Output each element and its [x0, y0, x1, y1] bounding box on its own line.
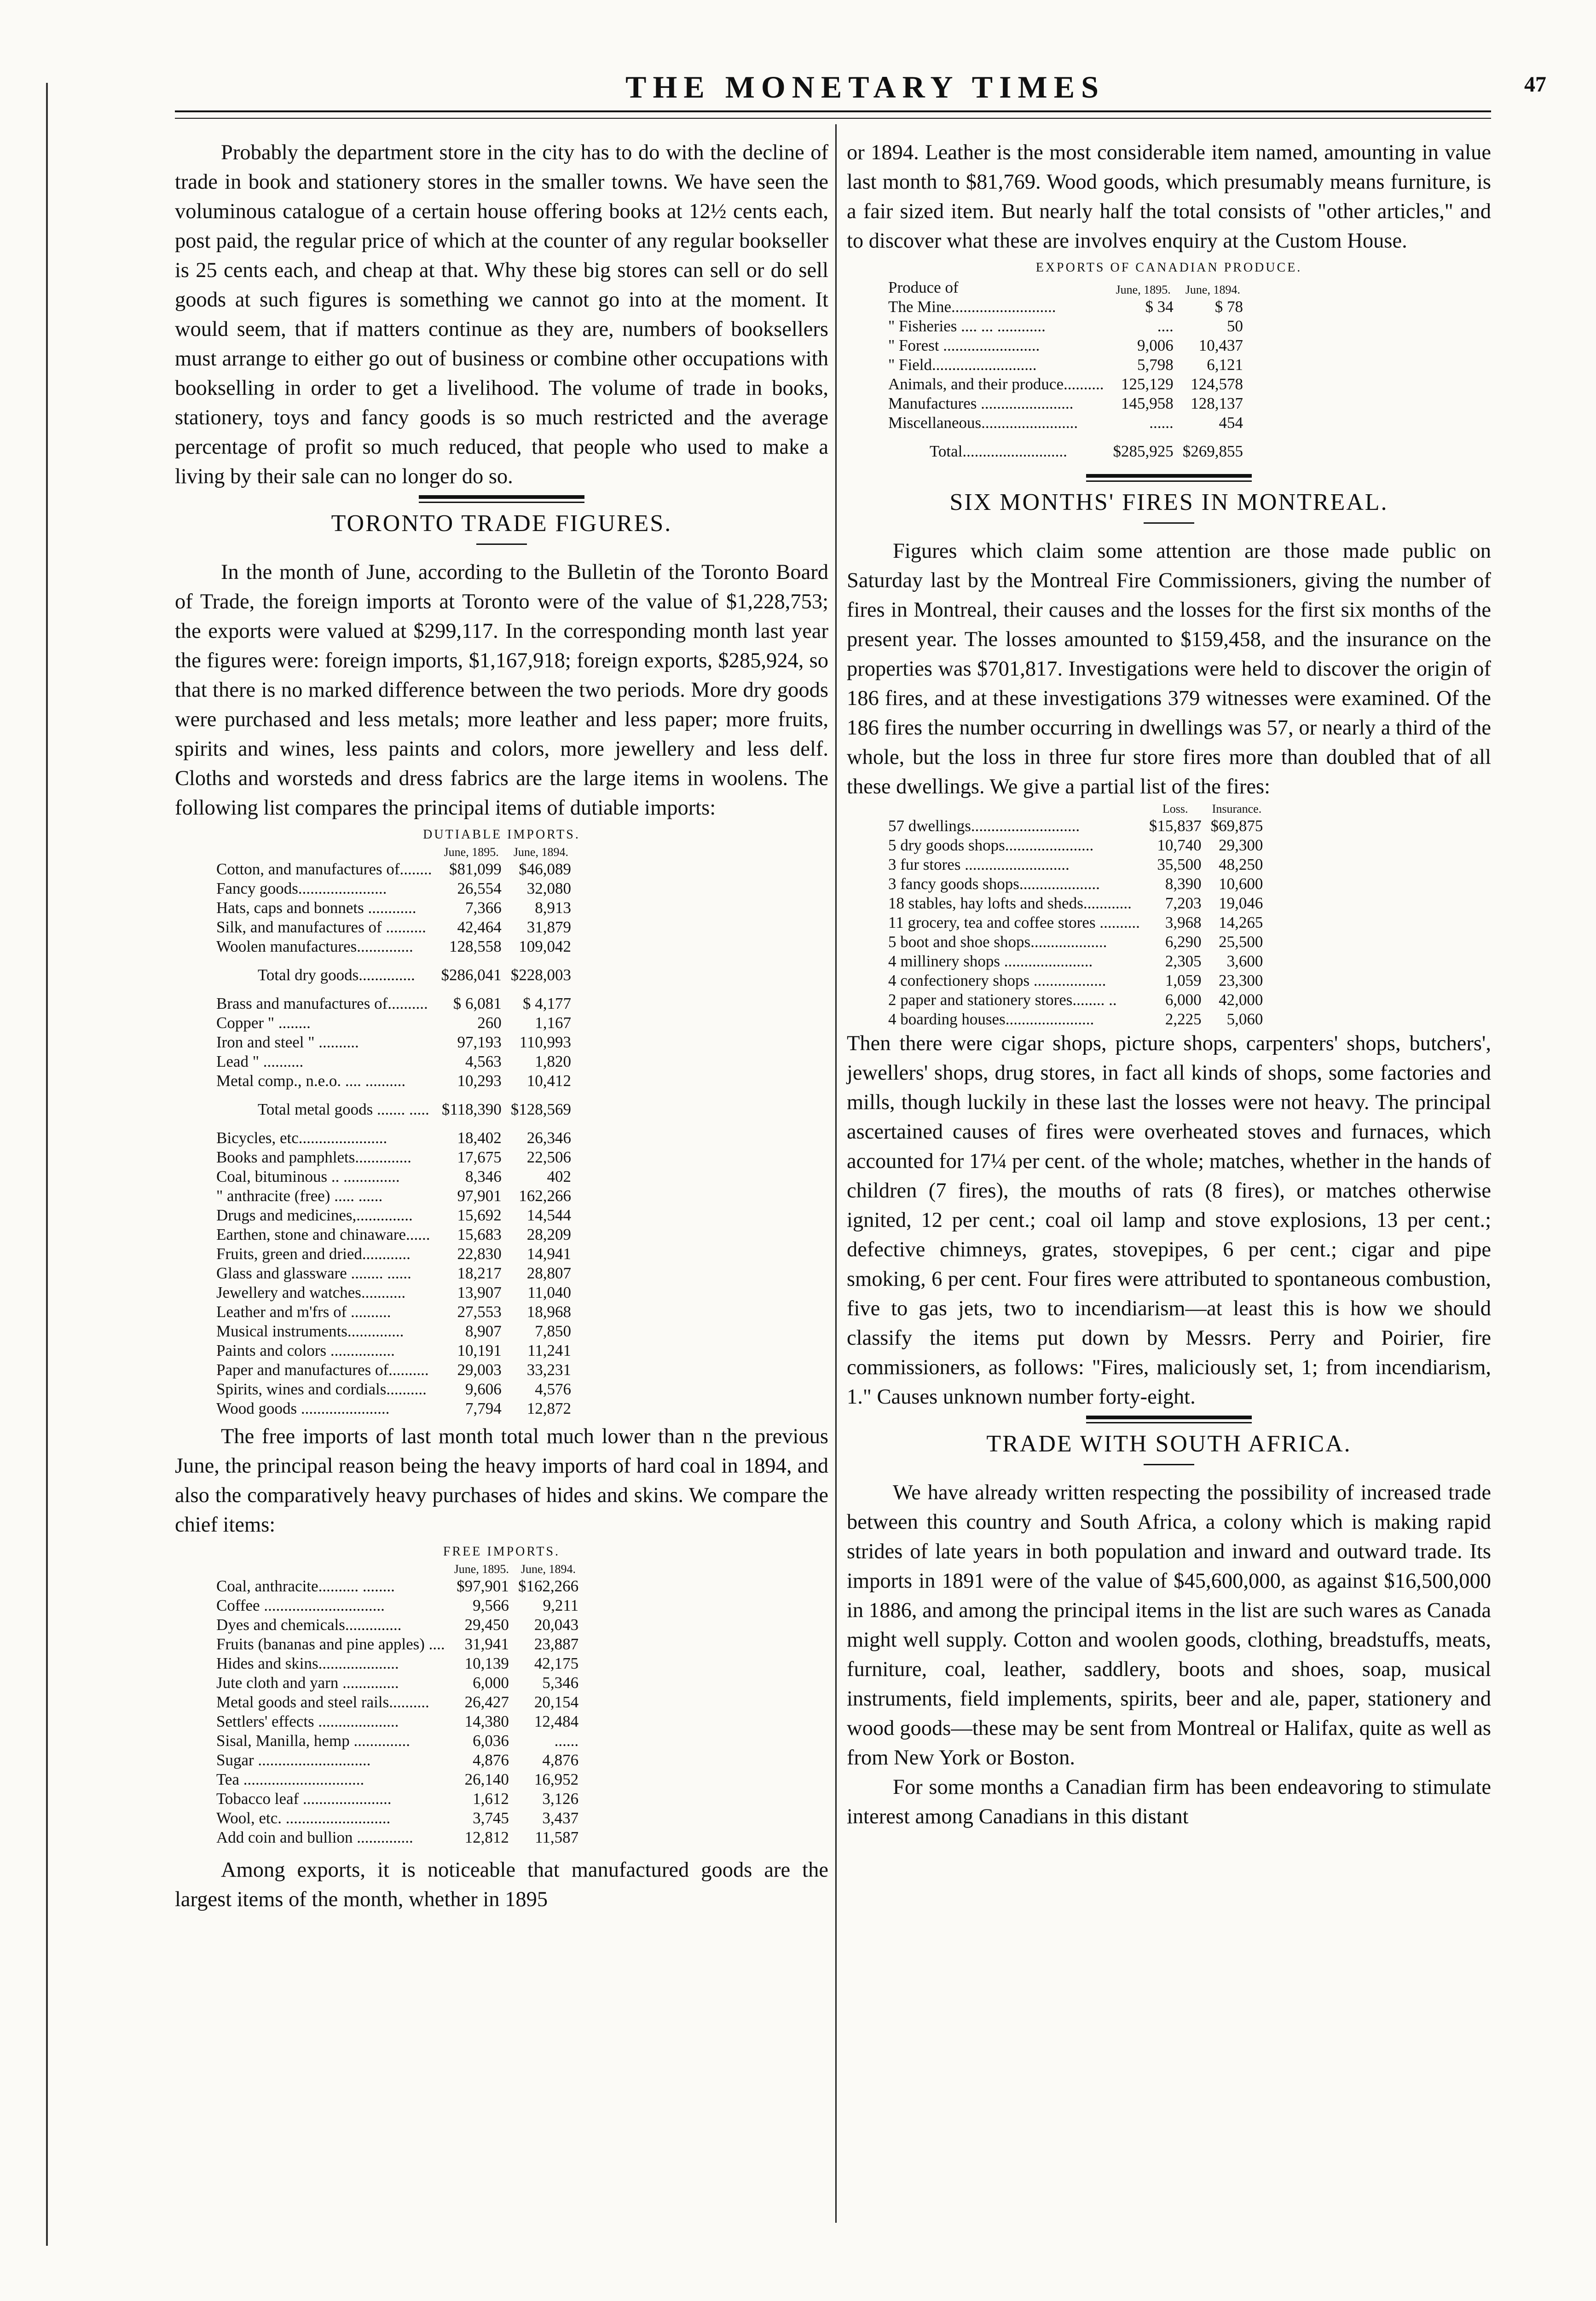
- table-row: [216, 1577, 578, 1596]
- table-row: [888, 874, 1263, 894]
- row-label: Books and pamphlets..............: [216, 1148, 411, 1166]
- row-value: 42,000: [1219, 991, 1263, 1009]
- row-value: 1,059: [1165, 971, 1202, 989]
- page-header: [175, 69, 1556, 110]
- row-label: Coal, anthracite.......... ........: [216, 1577, 395, 1595]
- table-row: [216, 1635, 578, 1654]
- column-header-june-1894: June, 1894.: [513, 845, 568, 859]
- table-row: [888, 952, 1263, 971]
- table-row: [216, 898, 571, 918]
- heading-underline: [1144, 1464, 1194, 1465]
- row-value: 22,830: [457, 1245, 502, 1263]
- column-header-june-1895: June, 1895.: [444, 845, 499, 859]
- row-label: Drugs and medicines,..............: [216, 1206, 413, 1224]
- column-divider: [835, 124, 837, 2223]
- row-value: 23,300: [1219, 971, 1263, 989]
- article-bookstores-paragraph: Probably the department store in the city has to do with the decline of trade in book and stationery stores in the smaller towns. We have seen the voluminous catalogue of a certain house offering books at 12½ cents each, post paid, the regular price of which at the counter of any regular bookseller is 25 cents each, and cheap at that. Why these big stores can sell or do sell goods at such figures is something we cannot go into at the moment. It would seem, that if matters continue as they are, numbers of booksellers must arrange to either go out of business or combine other occupations with bookselling in order to get a livelihood. The volume of trade in books, stationery, toys and fancy goods is so much restricted and the average percentage of profit so much reduced, that people who used to make a living by their sale can no longer do so.: [175, 141, 828, 488]
- table-row: [888, 375, 1243, 394]
- row-value: 97,193: [457, 1033, 502, 1051]
- free-imports-title: FREE IMPORTS.: [443, 1544, 561, 1559]
- row-value: 16,952: [534, 1770, 579, 1788]
- row-label: Spirits, wines and cordials..........: [216, 1380, 427, 1398]
- row-value: 2,225: [1165, 1010, 1202, 1028]
- row-value: 6,290: [1165, 933, 1202, 951]
- row-label: Tobacco leaf ......................: [216, 1790, 392, 1808]
- table-row: [888, 855, 1263, 874]
- row-value: 7,850: [535, 1322, 572, 1340]
- row-label: Metal goods and steel rails..........: [216, 1693, 429, 1711]
- row-value: 42,175: [534, 1654, 579, 1672]
- row-label: Hides and skins....................: [216, 1654, 399, 1672]
- row-label: Fruits (bananas and pine apples) ....: [216, 1635, 445, 1653]
- row-value: 10,600: [1219, 875, 1263, 893]
- row-label: Bicycles, etc......................: [216, 1129, 387, 1147]
- row-value: 12,812: [464, 1828, 509, 1846]
- table-row: [888, 1010, 1263, 1029]
- total-value: $128,569: [510, 1100, 572, 1118]
- row-label: Paper and manufactures of..........: [216, 1361, 429, 1379]
- column-header-june-1894: June, 1894.: [1185, 283, 1240, 296]
- free-imports-table: [216, 1562, 578, 1847]
- row-value: 20,154: [534, 1693, 579, 1711]
- row-value: 12,484: [534, 1712, 579, 1730]
- row-value: 26,554: [457, 879, 502, 897]
- row-value: 29,300: [1219, 836, 1263, 854]
- table-row: [216, 1789, 578, 1809]
- section-separator: [1086, 474, 1252, 482]
- row-value: 19,046: [1219, 894, 1263, 912]
- row-value: 110,993: [519, 1033, 572, 1051]
- row-label: " anthracite (free) ..... ......: [216, 1187, 383, 1205]
- row-value: 128,137: [1191, 394, 1243, 412]
- table-row: [888, 317, 1243, 336]
- table-row: [216, 1283, 571, 1302]
- row-value: 10,437: [1198, 336, 1243, 354]
- table-row: [216, 1013, 571, 1033]
- dutiable-imports-title: DUTIABLE IMPORTS.: [423, 827, 580, 842]
- row-value: $162,266: [518, 1577, 579, 1595]
- column-header-june-1895: June, 1895.: [1116, 283, 1171, 296]
- row-value: 12,872: [526, 1399, 572, 1417]
- row-label: Copper " ........: [216, 1014, 311, 1032]
- row-value: ......: [554, 1732, 579, 1750]
- table-row: [216, 1654, 578, 1673]
- total-value: $118,390: [441, 1100, 502, 1118]
- row-value: 14,941: [526, 1245, 572, 1263]
- masthead-title: THE MONETARY TIMES: [625, 69, 1105, 104]
- row-label: Earthen, stone and chinaware......: [216, 1226, 430, 1243]
- table-row: [216, 918, 571, 937]
- row-label: Sugar ............................: [216, 1751, 371, 1769]
- row-label: Sisal, Manilla, hemp ..............: [216, 1732, 410, 1750]
- row-value: 1,167: [535, 1014, 572, 1032]
- table-row: [888, 836, 1263, 855]
- row-label: 3 fancy goods shops....................: [888, 875, 1100, 893]
- row-value: 4,563: [465, 1052, 502, 1070]
- row-value: 50: [1227, 317, 1243, 335]
- row-value: 3,600: [1226, 952, 1263, 970]
- column-header-loss: Loss.: [1162, 802, 1188, 815]
- row-label: Leather and m'frs of ..........: [216, 1303, 391, 1321]
- row-value: 145,958: [1121, 394, 1174, 412]
- table-row: [216, 1302, 571, 1322]
- table-row: [888, 932, 1263, 952]
- heading-montreal-fires: SIX MONTHS' FIRES IN MONTREAL.: [949, 489, 1388, 515]
- row-label: Animals, and their produce..........: [888, 375, 1104, 393]
- heading-underline: [476, 543, 527, 545]
- south-africa-paragraph: We have already written respecting the possibility of increased trade between this country and South Africa, a colony which is making rapid strides of late years in both population and inward and outward trade. Its imports in 1891 were of the value of $45,600,000, as against $16,500,000 in 1886, and among the principal items in the list are such wares as Canada might well supply. Cotton and woolen goods, clothing, breadstuffs, meats, furniture, coal, leather, saddlery, boots and shoes, soap, musical instruments, field implements, spirits, beer and ale, paper, stationery and wood goods—these may be sent from Montreal or Halifax, quite as well as from New York or Boston.: [847, 1481, 1491, 1769]
- table-row: [216, 860, 571, 879]
- row-value: 9,211: [543, 1596, 579, 1614]
- row-value: 5,346: [542, 1674, 579, 1692]
- row-value: 6,000: [1165, 991, 1202, 1009]
- total-value: $285,925: [1113, 442, 1174, 460]
- total-row: [888, 433, 1243, 470]
- table-row: [216, 1052, 571, 1071]
- table-row: [216, 1770, 578, 1789]
- table-row: [216, 1264, 571, 1283]
- exports-paragraph: Among exports, it is noticeable that manufactured goods are the largest items of the month, whether in 1895: [175, 1858, 828, 1911]
- column-header-june-1895: June, 1895.: [454, 1562, 509, 1576]
- row-label: 5 boot and shoe shops...................: [888, 933, 1107, 951]
- row-value: 9,006: [1137, 336, 1174, 354]
- row-label: 2 paper and stationery stores........ ..: [888, 991, 1117, 1009]
- table-row: [216, 1731, 578, 1751]
- row-value: 10,293: [457, 1072, 502, 1090]
- row-value: ......: [1149, 414, 1174, 432]
- row-value: 29,003: [457, 1361, 502, 1379]
- section-separator: [1086, 1416, 1252, 1423]
- table-header-label: [216, 845, 432, 860]
- table-row: [216, 1615, 578, 1635]
- row-value: 9,566: [473, 1596, 509, 1614]
- table-row: [216, 1693, 578, 1712]
- row-value: 13,907: [457, 1283, 502, 1301]
- row-value: 125,129: [1121, 375, 1174, 393]
- header-rule-thick: [175, 110, 1491, 112]
- row-value: $69,875: [1210, 817, 1263, 835]
- row-label: Musical instruments..............: [216, 1322, 404, 1340]
- row-value: 15,692: [457, 1206, 502, 1224]
- row-value: $ 4,177: [523, 994, 572, 1012]
- row-value: $ 6,081: [453, 994, 502, 1012]
- row-label: " Forest ........................: [888, 336, 1040, 354]
- row-value: 11,241: [527, 1341, 572, 1359]
- row-label: Coffee ..............................: [216, 1596, 385, 1614]
- row-label: Silk, and manufactures of ..........: [216, 918, 426, 936]
- table-row: [216, 1828, 578, 1847]
- row-value: 9,606: [465, 1380, 502, 1398]
- page-edge-shadow: [46, 83, 48, 2246]
- table-row: [216, 994, 571, 1013]
- row-label: Manufactures .......................: [888, 394, 1074, 412]
- row-value: 11,587: [535, 1828, 579, 1846]
- row-value: 10,740: [1157, 836, 1202, 854]
- row-label: Tea ..............................: [216, 1770, 364, 1788]
- row-value: 8,346: [465, 1168, 502, 1185]
- exports-table: [888, 278, 1243, 470]
- row-value: 28,807: [526, 1264, 572, 1282]
- row-label: 5 dry goods shops......................: [888, 836, 1094, 854]
- total-label: Total metal goods ....... .....: [258, 1100, 429, 1118]
- row-value: 6,121: [1207, 356, 1243, 374]
- row-value: $ 78: [1214, 298, 1243, 316]
- table-row: [888, 413, 1243, 433]
- row-value: ....: [1157, 317, 1174, 335]
- column-header-insurance: Insurance.: [1212, 802, 1262, 815]
- table-row: [216, 1751, 578, 1770]
- row-label: Miscellaneous........................: [888, 414, 1078, 432]
- row-label: Lead " ..........: [216, 1052, 304, 1070]
- table-row: [888, 971, 1263, 990]
- row-label: 4 confectionery shops ..................: [888, 971, 1106, 989]
- row-value: 18,402: [457, 1129, 502, 1147]
- row-label: Dyes and chemicals..............: [216, 1616, 402, 1634]
- row-label: 57 dwellings...........................: [888, 817, 1080, 835]
- row-value: 11,040: [527, 1283, 572, 1301]
- exports-table-title: EXPORTS OF CANADIAN PRODUCE.: [1035, 260, 1302, 275]
- total-value: $228,003: [510, 966, 572, 984]
- row-label: Add coin and bullion ..............: [216, 1828, 413, 1846]
- table-header-label: [888, 802, 1140, 816]
- row-value: 26,427: [464, 1693, 509, 1711]
- row-value: 128,558: [449, 937, 502, 955]
- row-value: 15,683: [457, 1226, 502, 1243]
- row-value: 26,140: [464, 1770, 509, 1788]
- row-label: " Fisheries .... ... ............: [888, 317, 1046, 335]
- row-value: 14,380: [464, 1712, 509, 1730]
- table-row: [216, 1712, 578, 1731]
- row-label: Brass and manufactures of..........: [216, 994, 428, 1012]
- heading-underline: [1144, 522, 1194, 524]
- total-label: Total..........................: [930, 442, 1067, 460]
- row-label: 4 millinery shops ......................: [888, 952, 1093, 970]
- table-row: [216, 1380, 571, 1399]
- free-imports-paragraph: The free imports of last month total much lower than n the previous June, the principal reason being the heavy imports of hard coal in 1894, and also the comparatively heavy purchases of hides and skins. We compare the chief items:: [175, 1425, 828, 1537]
- table-row: [216, 1341, 571, 1360]
- row-label: Woolen manufactures..............: [216, 937, 413, 955]
- table-row: [216, 1206, 571, 1225]
- row-value: 23,887: [534, 1635, 579, 1653]
- row-label: Jute cloth and yarn ..............: [216, 1674, 399, 1692]
- table-row: [216, 1225, 571, 1244]
- table-row: [216, 1322, 571, 1341]
- column-header-june-1894: June, 1894.: [520, 1562, 576, 1576]
- row-value: 162,266: [519, 1187, 572, 1205]
- row-value: 35,500: [1157, 856, 1202, 873]
- row-value: 18,968: [526, 1303, 572, 1321]
- row-value: 4,876: [542, 1751, 579, 1769]
- heading-toronto-trade: TORONTO TRADE FIGURES.: [331, 510, 672, 537]
- table-row: [888, 990, 1263, 1010]
- dutiable-imports-table: [216, 845, 571, 1418]
- row-value: $81,099: [449, 860, 502, 878]
- row-value: 31,941: [464, 1635, 509, 1653]
- table-row: [216, 1809, 578, 1828]
- total-label: Total dry goods..............: [258, 966, 415, 984]
- fires-table: [888, 802, 1263, 1029]
- canadian-firm-paragraph: For some months a Canadian firm has been endeavoring to stimulate interest among Canadians in this distant: [847, 1775, 1491, 1828]
- row-value: 7,366: [465, 899, 502, 917]
- table-row: [888, 816, 1263, 836]
- row-value: 5,798: [1137, 356, 1174, 374]
- row-value: 25,500: [1219, 933, 1263, 951]
- table-row: [216, 937, 571, 956]
- row-value: 4,876: [473, 1751, 509, 1769]
- row-value: 3,437: [542, 1809, 579, 1827]
- row-value: 6,000: [473, 1674, 509, 1692]
- row-value: 42,464: [457, 918, 502, 936]
- total-row: [216, 956, 571, 994]
- table-row: [888, 913, 1263, 932]
- row-value: 31,879: [526, 918, 572, 936]
- row-value: 32,080: [526, 879, 572, 897]
- row-value: 8,913: [535, 899, 572, 917]
- row-value: $ 34: [1145, 298, 1174, 316]
- row-label: 4 boarding houses......................: [888, 1010, 1094, 1028]
- total-value: $269,855: [1182, 442, 1243, 460]
- row-value: 1,612: [473, 1790, 509, 1808]
- row-value: 10,139: [464, 1654, 509, 1672]
- row-value: 5,060: [1226, 1010, 1263, 1028]
- row-value: 3,126: [542, 1790, 579, 1808]
- row-value: 3,968: [1165, 913, 1202, 931]
- row-value: 6,036: [473, 1732, 509, 1750]
- row-label: Cotton, and manufactures of........: [216, 860, 432, 878]
- table-row: [216, 1360, 571, 1380]
- row-value: 27,553: [457, 1303, 502, 1321]
- row-value: 20,043: [534, 1616, 579, 1634]
- row-value: 10,412: [526, 1072, 572, 1090]
- row-label: Wood goods ......................: [216, 1399, 390, 1417]
- row-value: 8,907: [465, 1322, 502, 1340]
- total-value: $286,041: [441, 966, 502, 984]
- montreal-fires-paragraph: Figures which claim some attention are those made public on Saturday last by the Montreal Fire Commissioners, giving the number of fires in Montreal, their causes and the losses for the first six months of the present year. The losses amounted to $159,458, and the insurance on the properties was $701,817. Investigations were held to discover the origin of 186 fires, and at these investigations 379 witnesses were examined. Of the 186 fires the number occurring in dwellings was 57, or nearly a third of the whole, but the loss in three fur store fires more than doubled that of all these dwellings. We give a partial list of the fires:: [847, 539, 1491, 798]
- row-label: Iron and steel " ..........: [216, 1033, 359, 1051]
- total-row: [216, 1091, 571, 1128]
- table-row: [216, 879, 571, 898]
- table-row: [888, 894, 1263, 913]
- row-value: 260: [477, 1014, 502, 1032]
- row-value: 7,794: [465, 1399, 502, 1417]
- row-value: $46,089: [519, 860, 572, 878]
- row-value: 402: [547, 1168, 572, 1185]
- row-label: 18 stables, hay lofts and sheds............: [888, 894, 1132, 912]
- table-row: [216, 1033, 571, 1052]
- row-label: 3 fur stores ..........................: [888, 856, 1070, 873]
- row-value: 33,231: [526, 1361, 572, 1379]
- row-value: 10,191: [457, 1341, 502, 1359]
- table-row: [888, 394, 1243, 413]
- table-row: [216, 1186, 571, 1206]
- row-value: 29,450: [464, 1616, 509, 1634]
- row-label: " Field..........................: [888, 356, 1037, 374]
- row-label: Jewellery and watches...........: [216, 1283, 406, 1301]
- exports-head-label: Produce of: [888, 278, 959, 296]
- row-label: Glass and glassware ........ ......: [216, 1264, 411, 1282]
- row-value: $97,901: [457, 1577, 509, 1595]
- section-separator: [419, 495, 584, 503]
- toronto-trade-paragraph: In the month of June, according to the Bulletin of the Toronto Board of Trade, the foreign imports at Toronto were of the value of $1,228,753; the exports were valued at $299,117. In the corresponding month last year the figures were: foreign imports, $1,167,918; foreign exports, $285,924, so that there is no marked difference between the two periods. More dry goods were purchased and less metals; more leather and less paper; more fruits, spirits and wines, less paints and colors, more jewellery and less delf. Cloths and worsteds and dress fabrics are the large items in woolens. The following list compares the principal items of dutiable imports:: [175, 561, 828, 820]
- heading-south-africa: TRADE WITH SOUTH AFRICA.: [986, 1431, 1352, 1457]
- row-value: 17,675: [457, 1148, 502, 1166]
- row-label: Paints and colors ................: [216, 1341, 395, 1359]
- row-value: 97,901: [457, 1187, 502, 1205]
- row-value: 8,390: [1165, 875, 1202, 893]
- row-value: 3,745: [473, 1809, 509, 1827]
- row-value: 7,203: [1165, 894, 1202, 912]
- row-value: 1,820: [535, 1052, 572, 1070]
- row-label: The Mine..........................: [888, 298, 1056, 316]
- table-row: [216, 1071, 571, 1091]
- table-row: [888, 355, 1243, 375]
- table-row: [216, 1673, 578, 1693]
- table-row: [216, 1399, 571, 1418]
- row-value: 26,346: [526, 1129, 572, 1147]
- row-value: $15,837: [1149, 817, 1202, 835]
- row-value: 18,217: [457, 1264, 502, 1282]
- row-value: 48,250: [1219, 856, 1263, 873]
- row-value: 14,265: [1219, 913, 1263, 931]
- table-row: [888, 336, 1243, 355]
- table-row: [216, 1244, 571, 1264]
- row-value: 454: [1219, 414, 1243, 432]
- row-label: Coal, bituminous .. ..............: [216, 1168, 400, 1185]
- row-label: Settlers' effects ....................: [216, 1712, 399, 1730]
- fire-causes-paragraph: Then there were cigar shops, picture shops, carpenters' shops, butchers', jewellers' shops, drug stores, in fact all kinds of shops, some factories and mills, though luckily in these last the losses were not heavy. The principal ascertained causes of fires were overheated stoves and furnaces, which accounted for 17¼ per cent. of the whole; matches, whether in the hands of children (7 fires), the mouths of rats (8 fires), or matches otherwise ignited, 12 per cent.; coal oil lamp and stove explosions, 13 per cent.; defective chimneys, grates, stovepipes, 6 per cent.; cigar and pipe smoking, 6 per cent. Four fires were attributed to spontaneous combustion, five to gas jets, two to incendiarism—at least this is how we should classify the items put down by Messrs. Perry and Poirier, fire commissioners, as follows: "Fires, maliciously set, 1; from incendiarism, 1." Causes unknown number forty-eight.: [847, 1032, 1491, 1409]
- row-label: Fruits, green and dried............: [216, 1245, 411, 1263]
- row-value: 14,544: [526, 1206, 572, 1224]
- row-value: 28,209: [526, 1226, 572, 1243]
- page-number: 47: [1524, 72, 1546, 97]
- exports-continued-paragraph: or 1894. Leather is the most considerable item named, amounting in value last month to $81,769. Wood goods, which presumably means furniture, is a fair sized item. But nearly half the total consists of "other articles," and to discover what these are involves enquiry at the Custom House.: [847, 141, 1491, 253]
- table-row: [216, 1167, 571, 1186]
- row-value: 22,506: [526, 1148, 572, 1166]
- row-label: Metal comp., n.e.o. .... ..........: [216, 1072, 406, 1090]
- table-row: [216, 1596, 578, 1615]
- row-value: 4,576: [535, 1380, 572, 1398]
- row-label: Wool, etc. ..........................: [216, 1809, 391, 1827]
- row-label: 11 grocery, tea and coffee stores ..........: [888, 913, 1140, 931]
- left-column: [175, 138, 828, 1914]
- header-rule-thin: [175, 118, 1491, 119]
- table-row: [888, 297, 1243, 317]
- right-column: [847, 138, 1491, 1832]
- row-value: 124,578: [1191, 375, 1243, 393]
- row-label: Fancy goods......................: [216, 879, 387, 897]
- row-label: Hats, caps and bonnets ............: [216, 899, 416, 917]
- table-row: [216, 1128, 571, 1148]
- table-header-label: [216, 1562, 445, 1577]
- row-value: 109,042: [519, 937, 572, 955]
- row-value: 2,305: [1165, 952, 1202, 970]
- table-row: [216, 1148, 571, 1167]
